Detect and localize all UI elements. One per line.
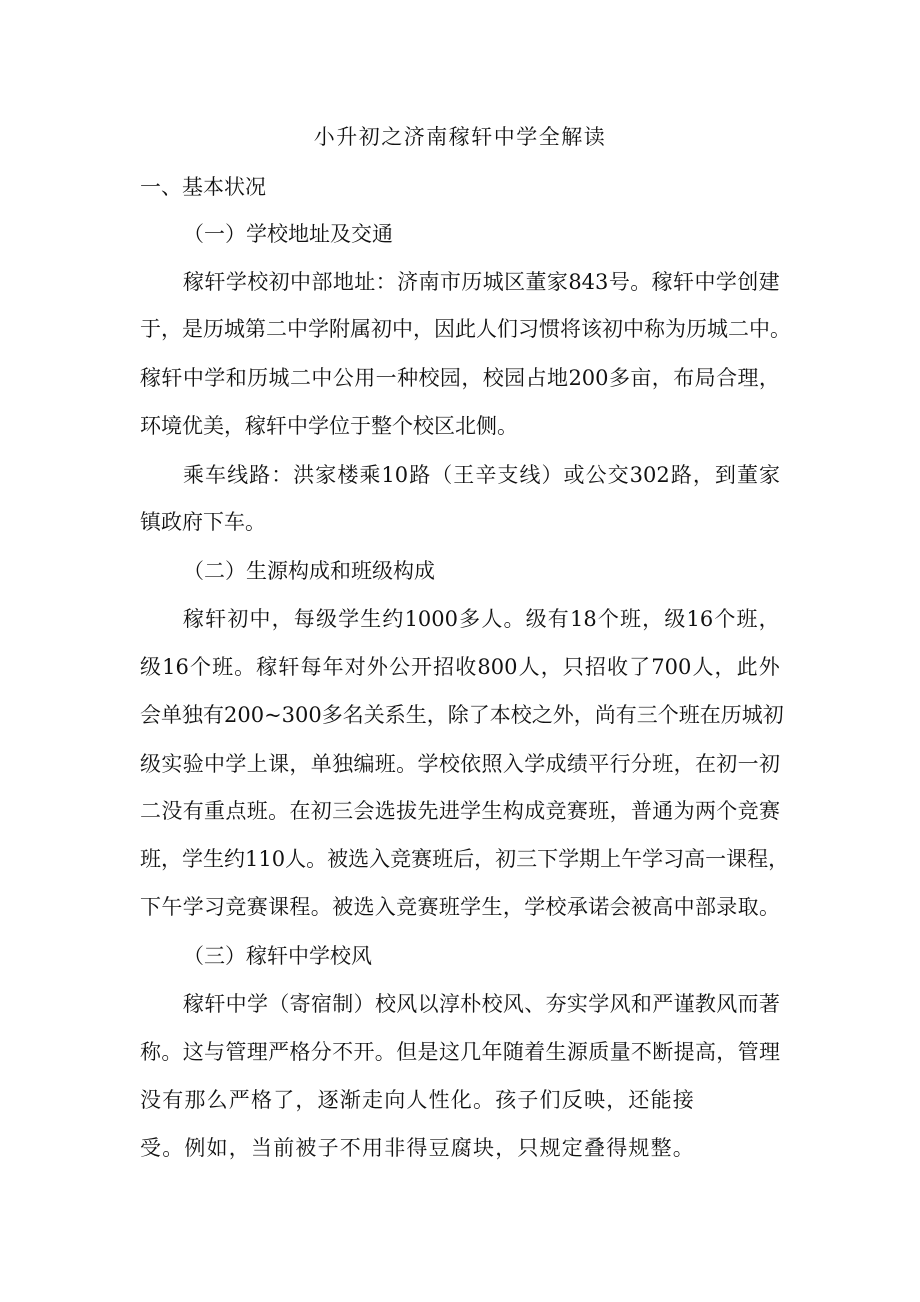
- subsection-heading-student-class-composition: （二）生源构成和班级构成: [183, 559, 435, 583]
- paragraph-line: 乘 车 线 路 ： 洪 家 楼 乘 10 路 （ 王 辛 支 线 ） 或 公 交 302 路 ， 到 董 家: [183, 463, 780, 487]
- paragraph-line: 镇政府下车。: [140, 510, 266, 534]
- paragraph-line: 会 单 独 有 200~300 多 名 关 系 生 ， 除 了 本 校 之 外 ， 尚 有 三 个 班 在 历 城 初: [140, 703, 784, 727]
- section-heading-basic-situation: 一、基本状况: [140, 175, 266, 199]
- paragraph-line: 稼 轩 初 中 ， 每 级 学 生 约 1000 多 人 。 级 有 18 个 班 ， 级 16 个 班 ，: [183, 607, 780, 631]
- paragraph-line: 二 没 有 重 点 班 。 在 初 三 会 选 拔 先 进 学 生 构 成 竞 赛 班 ， 普 通 为 两 个 竞 赛: [140, 799, 780, 823]
- paragraph-line: 受。例如，当前被子不用非得豆腐块，只规定叠得规整。: [140, 1136, 695, 1160]
- paragraph-line: 稼 轩 中 学 （ 寄 宿 制 ） 校 风 以 淳 朴 校 风 、 夯 实 学 风 和 严 谨 教 风 而 著: [183, 992, 780, 1016]
- paragraph-line: 下 午 学 习 竞 赛 课 程 。 被 选 入 竞 赛 班 学 生 ， 学 校 承 诺 会 被 高 中 部 录 取 。: [140, 895, 780, 919]
- subsection-heading-school-culture: （三）稼轩中学校风: [183, 944, 372, 968]
- paragraph-line: 稼 轩 中 学 和 历 城 二 中 公 用 一 种 校 园 ， 校 园 占 地 200 多 亩 ， 布 局 合 理 ，: [140, 366, 780, 390]
- paragraph-line: 班 ， 学 生 约 110 人 。 被 选 入 竞 赛 班 后 ， 初 三 下 学 期 上 午 学 习 高 一 课 程 ，: [140, 847, 790, 871]
- paragraph-line: 稼 轩 学 校 初 中 部 地 址 ： 济 南 市 历 城 区 董 家 843 号 。 稼 轩 中 学 创 建: [183, 270, 780, 294]
- subsection-heading-address-transport: （一）学校地址及交通: [183, 222, 393, 246]
- paragraph-line: 称 。 这 与 管 理 严 格 分 不 开 。 但 是 这 几 年 随 着 生 源 质 量 不 断 提 高 ， 管 理: [140, 1040, 780, 1064]
- document-title: 小升初之济南稼轩中学全解读: [313, 125, 607, 149]
- paragraph-line: 环境优美，稼轩中学位于整个校区北侧。: [140, 414, 518, 438]
- paragraph-line: 于 ， 是 历 城 第 二 中 学 附 属 初 中 ， 因 此 人 们 习 惯 将 该 初 中 称 为 历 城 二 中 。: [140, 317, 791, 341]
- paragraph-line: 级 16 个 班 。 稼 轩 每 年 对 外 公 开 招 收 800 人 ， 只 招 收 了 700 人 ， 此 外: [140, 655, 780, 679]
- paragraph-line: 没有那么严格了，逐渐走向人性化。孩子们反映，还能接: [140, 1088, 695, 1112]
- paragraph-line: 级 实 验 中 学 上 课 ， 单 独 编 班 。 学 校 依 照 入 学 成 绩 平 行 分 班 ， 在 初 一 初: [140, 752, 780, 776]
